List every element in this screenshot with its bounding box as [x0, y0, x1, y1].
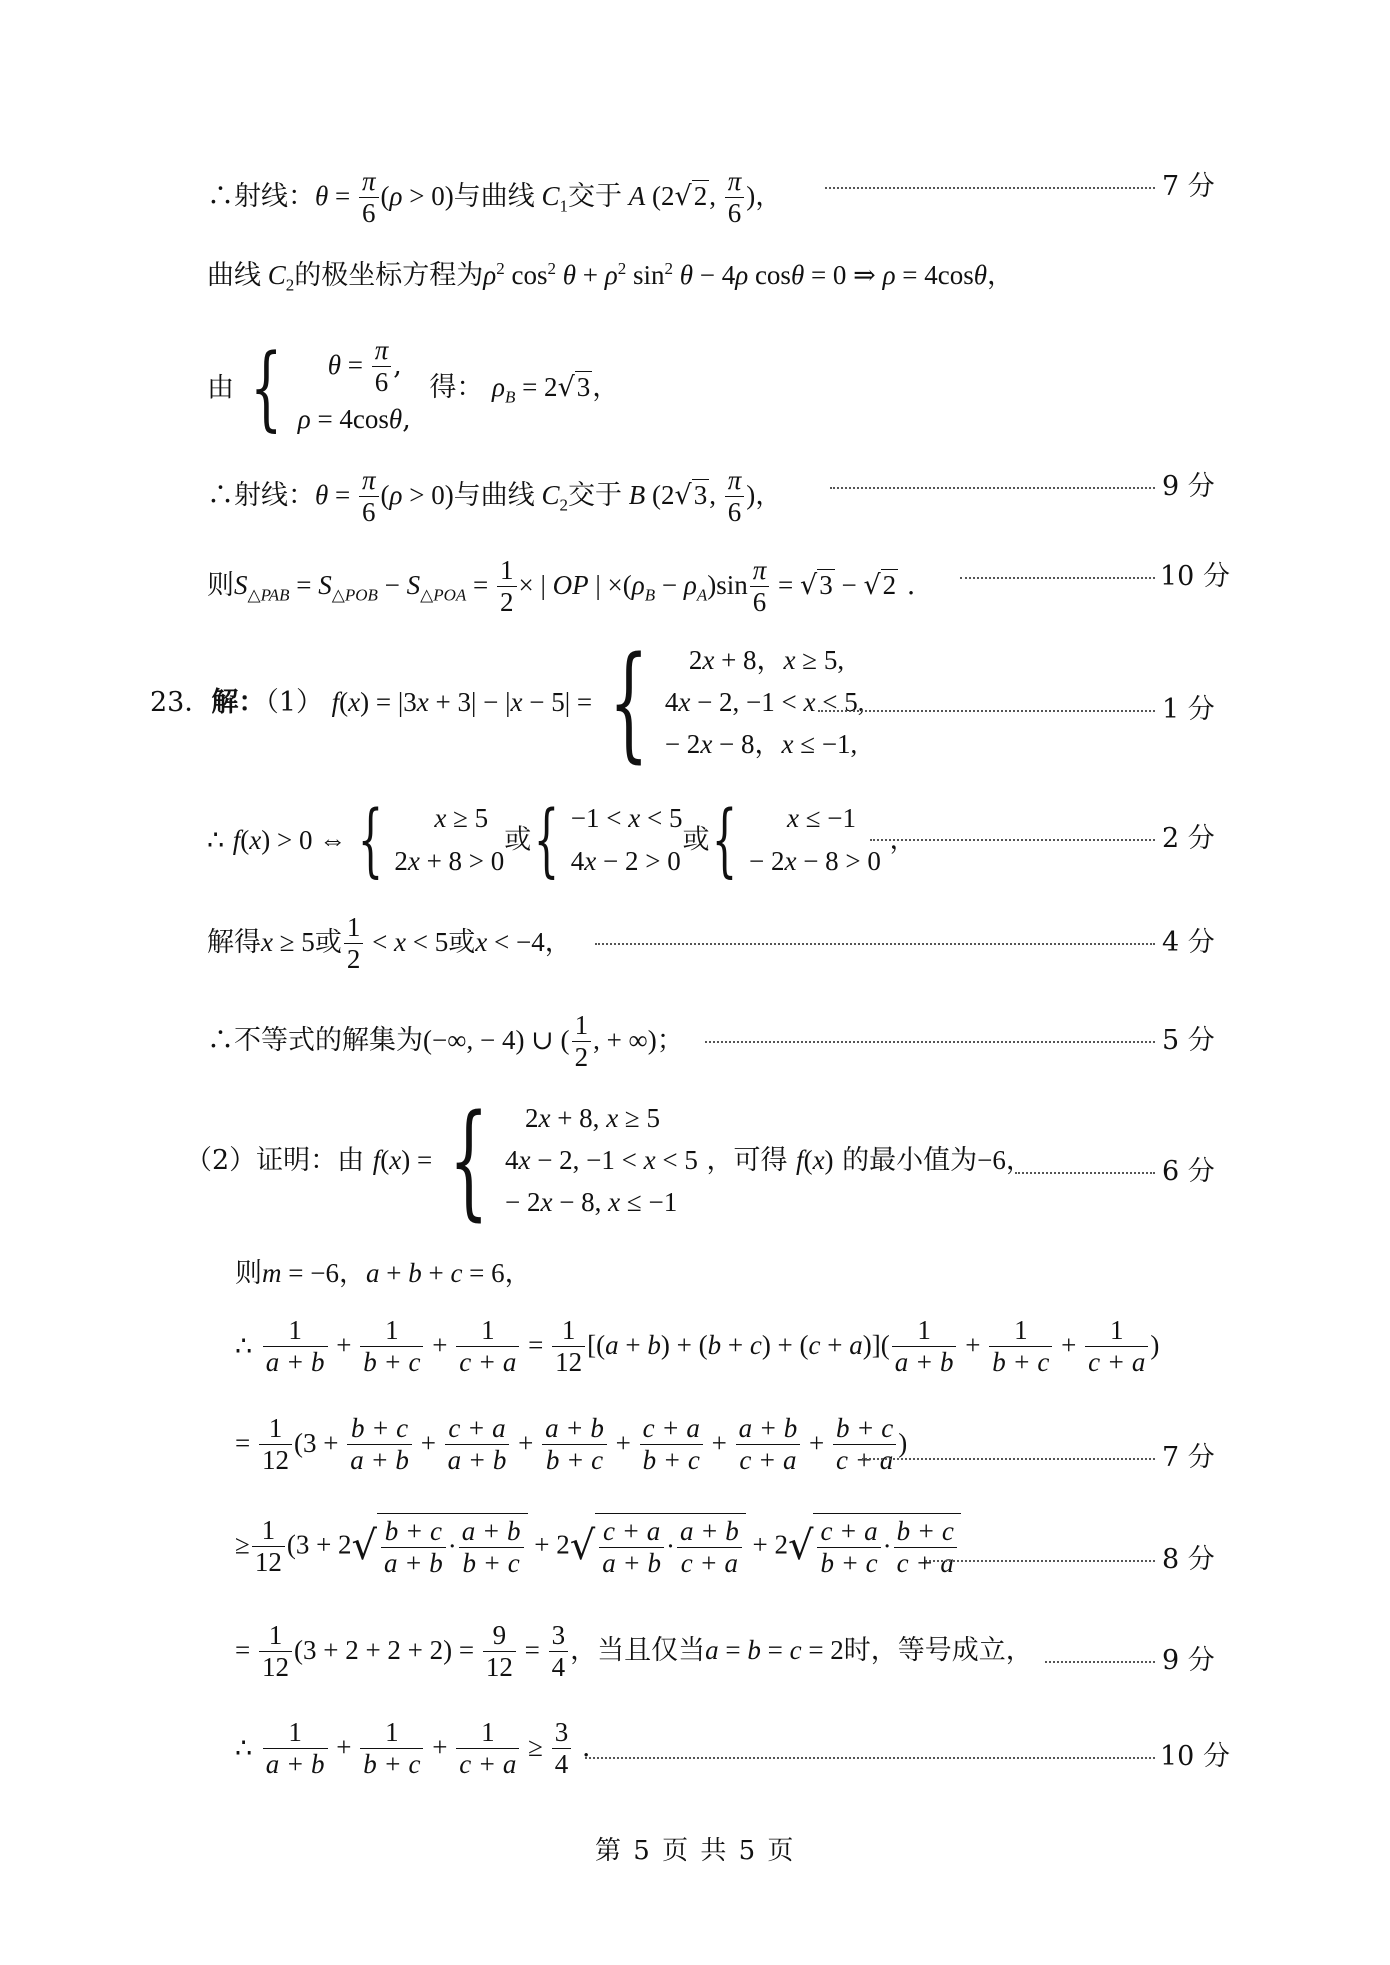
line-c2-polar: 曲线 $C_2$的极坐标方程为$\rho^2$ $\cos^2 \theta + \rho^2$ $\sin^2 \theta - 4\rho$ cosθ = 0 ⇒ ρ = 4cosθ，: [207, 259, 1015, 295]
score-label: 9 分: [1162, 471, 1215, 502]
line-solution-set: ∴不等式的解集为(−∞, − 4) ∪ ( $\frac{1}{2}$ , + ∞)；: [207, 1010, 684, 1073]
score-label: 7 分: [1162, 1442, 1215, 1473]
line-ray-a: ∴射线：θ = $\frac{\pi}{6}$ (ρ > 0)与曲线 $C_1$交于 A (2√2, $\frac{\pi}{6}$ )，: [207, 166, 783, 229]
line-sum-ratios: = $\frac{1}{12}$ (3 + $\frac{b + c}{a + b}$ + $\frac{c + a}{a + b}$ + $\frac{a + b}{b + c}$ + $\frac{c + a}{b + c}$ + $\frac{a + b}{c + a}$ + $\frac{b + c}{c + a}$ ): [235, 1413, 908, 1476]
dot-leader: [960, 577, 1155, 579]
dot-leader: [585, 1757, 1155, 1759]
dot-leader: [925, 1560, 1155, 1562]
line-solution: 解得x ≥ 5或 $\frac{1}{2}$ < x < 5或x < −4，: [207, 912, 572, 975]
score-label: 4 分: [1162, 927, 1215, 958]
dot-leader: [830, 487, 1155, 489]
dot-leader: [1045, 1661, 1155, 1663]
line-sum-expand: ∴ $\frac{1}{a + b}$ + $\frac{1}{b + c}$ + $\frac{1}{c + a}$ = $\frac{1}{12}$ [(a + b) + (b + c) + (c + a)]( $\frac{1}{a + b}$ + $\frac{1}{b + c}$ + $\frac{1}{c + a}$ ): [235, 1315, 1160, 1378]
dot-leader: [818, 710, 1155, 712]
dot-leader: [825, 187, 1155, 189]
line-system-b: 由 { θ = $\frac{\pi}{6}$ , ρ = 4cosθ, 得： $\rho_B = 2√3$，: [207, 334, 620, 442]
page-footer: 第 5 页 共 5 页: [595, 1836, 796, 1866]
dot-leader: [870, 839, 1155, 841]
dot-leader: [705, 1041, 1155, 1043]
score-label: 5 分: [1162, 1025, 1215, 1056]
line-area: 则$S_{\triangle PAB} = S_{\triangle POB} - S_{\triangle POA}$ = $\frac{1}{2}$ × | OP | $\times(\rho_B - \rho_A)\sin$ $\frac{\pi}{6}$ = √3 − √2 .: [207, 555, 916, 618]
score-label: 7 分: [1162, 171, 1215, 202]
dot-leader: [1015, 1172, 1155, 1174]
line-q23-piecewise: 23．解：（1） f(x) = |3x + 3| − |x − 5| = { 2x + 8，x ≥ 5, 4x − 2, −1 < x < 5, − 2x − 8，x ≤ −1,: [150, 630, 865, 776]
line-result: = $\frac{1}{12}$ (3 + 2 + 2 + 2) = $\frac{9}{12}$ = $\frac{3}{4}$ ，当且仅当a = b = c = 2时，等号成立，: [235, 1620, 1033, 1683]
score-label: 10 分: [1160, 561, 1230, 592]
line-conclusion: ∴ $\frac{1}{a + b}$ + $\frac{1}{b + c}$ + $\frac{1}{c + a}$ ≥ $\frac{3}{4}$ .: [235, 1717, 591, 1780]
score-label: 2 分: [1162, 823, 1215, 854]
score-label: 10 分: [1160, 1741, 1230, 1772]
line-part2: （2）证明：由 f(x) = { 2x + 8, x ≥ 5 4x − 2, −1 < x < 5 − 2x − 8, x ≤ −1 ，可得 f(x) 的最小值为−6，: [185, 1088, 1033, 1234]
line-fx-positive: ∴ f(x) > 0 ⇔ { x ≥ 5 2x + 8 > 0 或{ −1 < x < 5 4x − 2 > 0 或{ x ≤ −1 − 2x − 8 > 0 ，: [207, 793, 917, 887]
line-m-value: 则m = −6，a + b + c = 6，: [235, 1258, 532, 1289]
dot-leader: [595, 943, 1155, 945]
line-amgm: ≥ $\frac{1}{12}$ (3 + 2√ $\frac{b + c}{a + b}$ · $\frac{a + b}{b + c}$ + 2√ $\frac{c + a}{a + b}$ · $\frac{a + b}{c + a}$ + 2√ $\frac{c + a}{b + c}$ · $\frac{b + c}{c + a}$: [235, 1513, 961, 1579]
score-label: 9 分: [1162, 1645, 1215, 1676]
dot-leader: [862, 1458, 1155, 1460]
line-ray-b: ∴射线：θ = $\frac{\pi}{6}$ (ρ > 0)与曲线 $C_2$交于 B (2√3, $\frac{\pi}{6}$ )，: [207, 465, 783, 528]
score-label: 6 分: [1162, 1156, 1215, 1187]
score-label: 1 分: [1162, 694, 1215, 725]
score-label: 8 分: [1162, 1544, 1215, 1575]
